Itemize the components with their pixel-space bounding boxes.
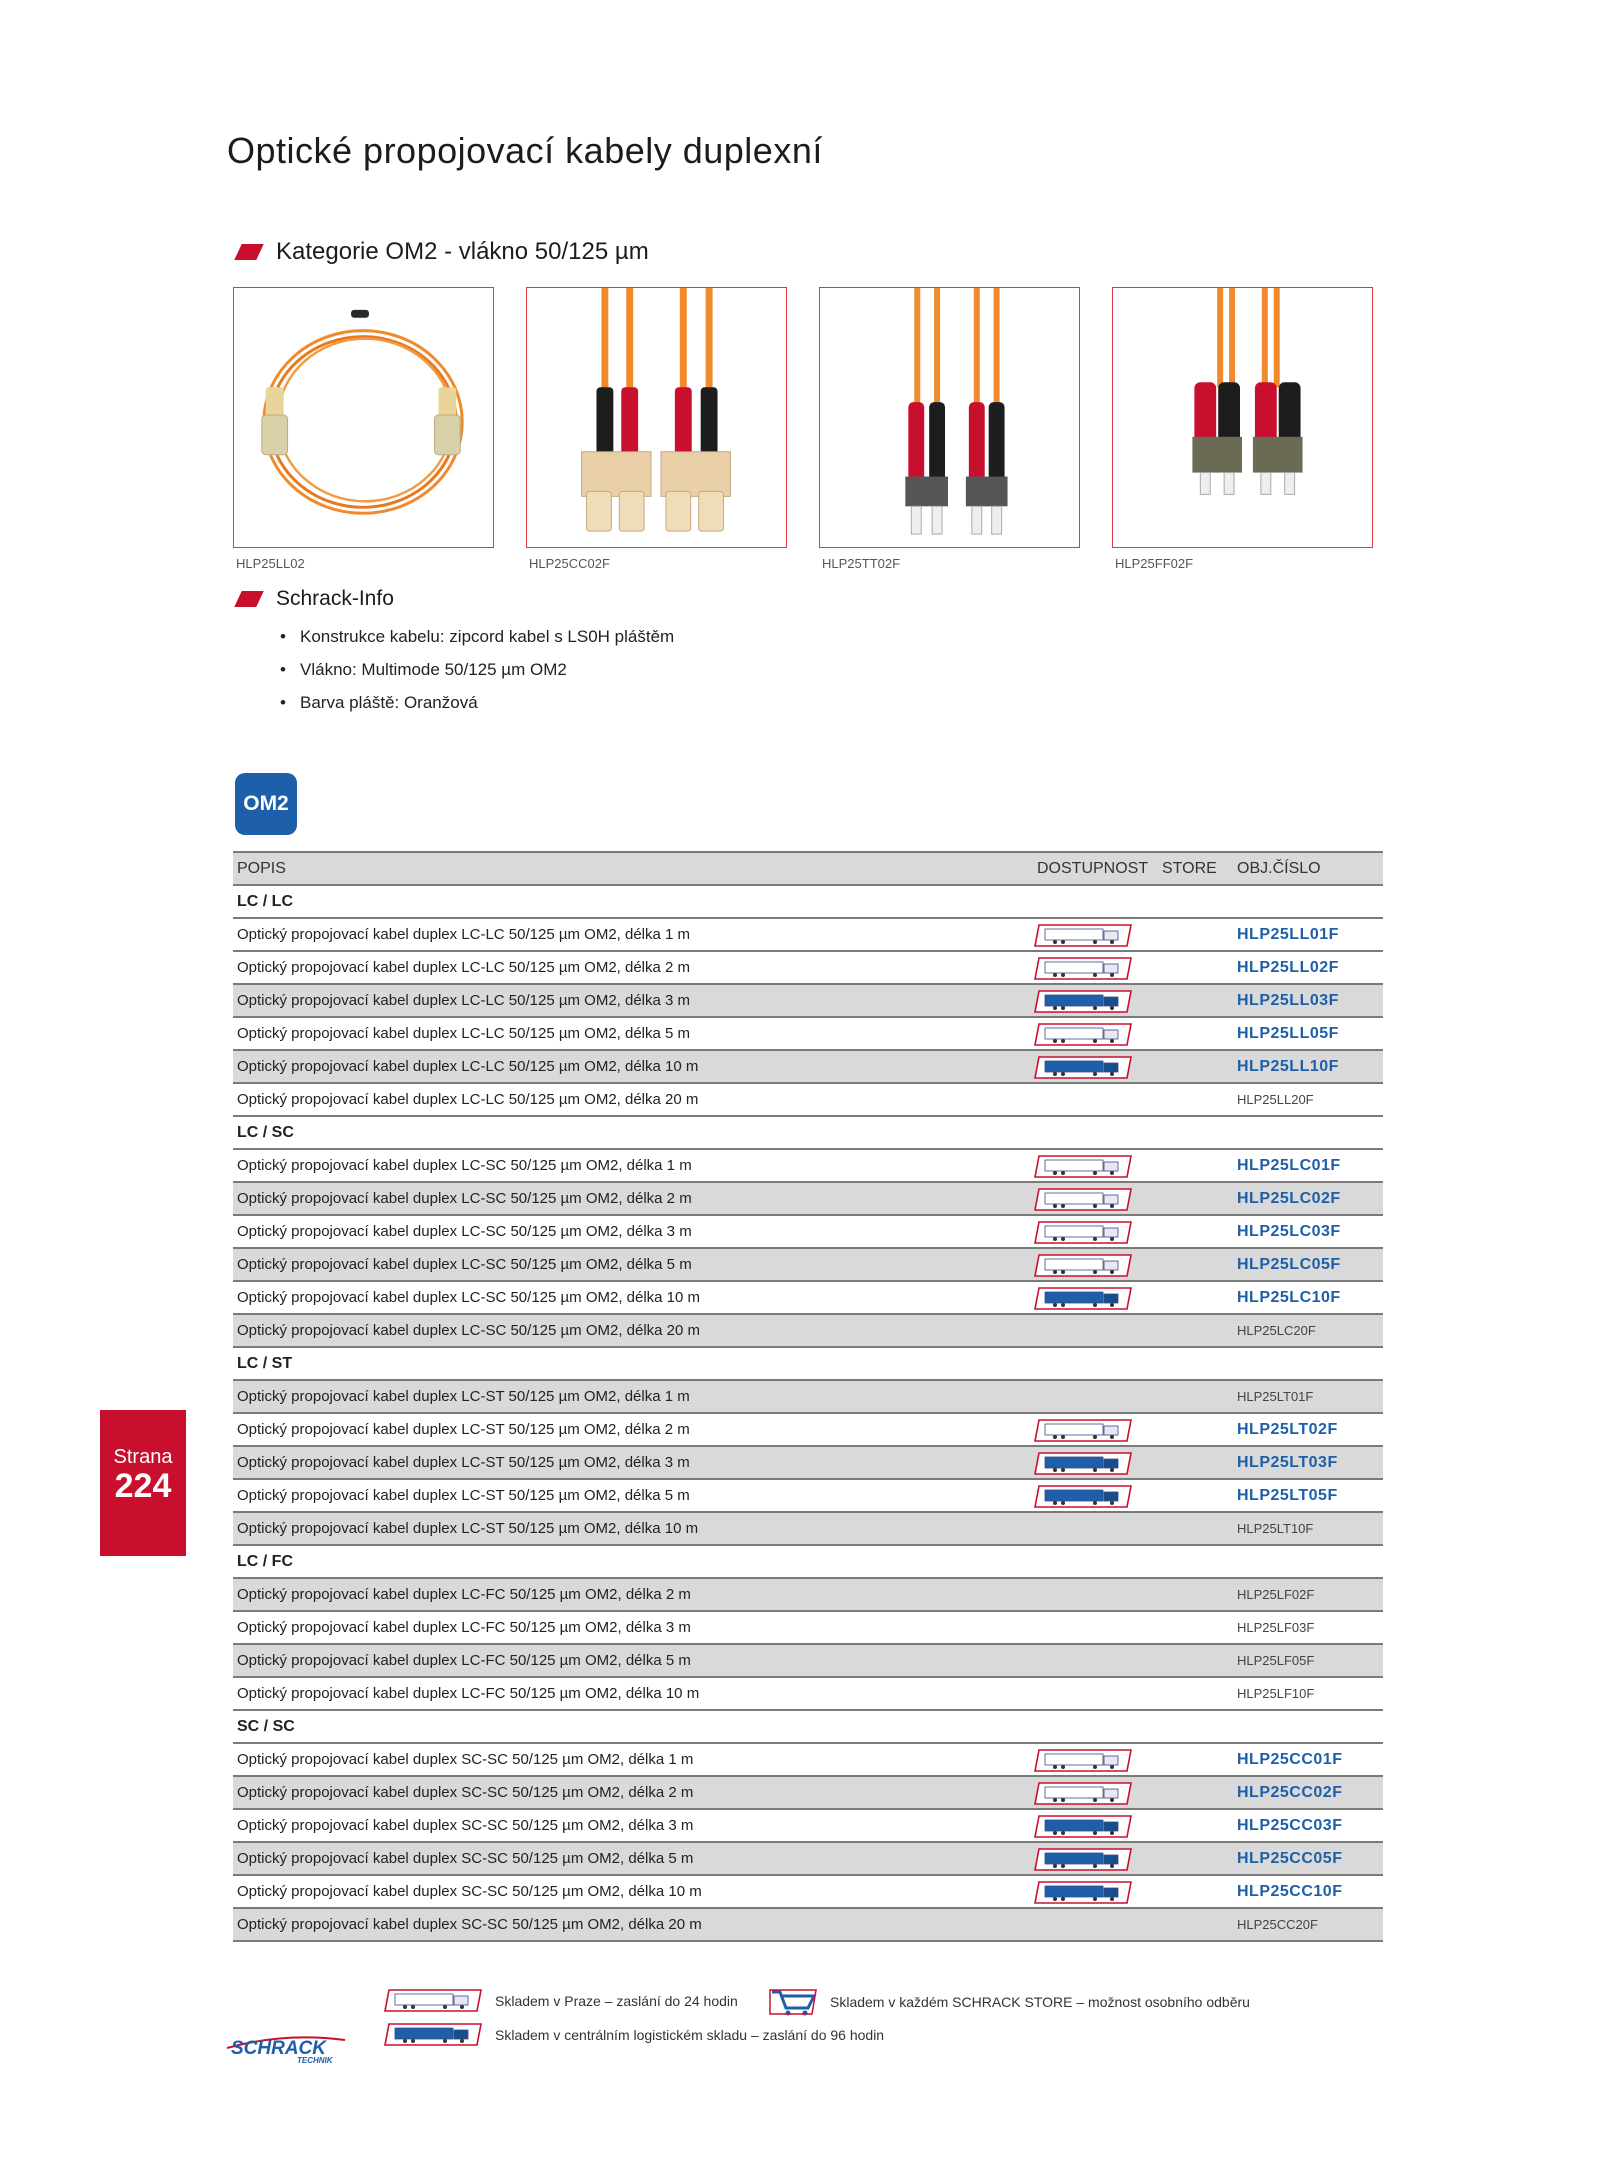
header-store: STORE	[1162, 860, 1217, 877]
row-order-code: HLP25LL20F	[1237, 1092, 1314, 1107]
table-group-row	[233, 885, 1383, 918]
photo-sc-connectors	[526, 287, 787, 548]
group-label: SC / SC	[237, 1718, 295, 1735]
row-description: Optický propojovací kabel duplex LC-LC 50/125 µm OM2, délka 5 m	[237, 1025, 691, 1042]
row-order-code: HLP25LF03F	[1237, 1620, 1315, 1635]
photo-caption: HLP25CC02F	[529, 556, 610, 571]
table-row	[233, 1842, 1383, 1875]
row-availability	[1033, 1083, 1158, 1116]
row-order-code[interactable]: HLP25LL03F	[1237, 992, 1339, 1009]
row-order-code[interactable]: HLP25LC05F	[1237, 1256, 1341, 1273]
row-availability	[1033, 1446, 1158, 1479]
row-store	[1158, 1413, 1233, 1446]
page-label: Strana	[113, 1446, 173, 1468]
group-label: LC / SC	[237, 1124, 294, 1141]
table-row	[233, 951, 1383, 984]
row-availability	[1033, 1875, 1158, 1908]
truck-blue-icon	[1033, 1484, 1133, 1509]
section-heading-info	[238, 587, 394, 611]
row-order-code[interactable]: HLP25CC05F	[1237, 1850, 1343, 1867]
row-order-code: HLP25LF02F	[1237, 1587, 1315, 1602]
om2-badge: OM2	[235, 773, 297, 835]
row-availability	[1033, 1380, 1158, 1413]
row-availability	[1033, 1644, 1158, 1677]
table-group-row	[233, 1710, 1383, 1743]
info-item: • Konstrukce kabelu: zipcord kabel s LS0H pláštěm	[280, 620, 674, 653]
row-store	[1158, 1050, 1233, 1083]
group-label: LC / FC	[237, 1553, 293, 1570]
row-store	[1158, 1842, 1233, 1875]
row-description: Optický propojovací kabel duplex SC-SC 50/125 µm OM2, délka 5 m	[237, 1850, 694, 1867]
header-cislo: OBJ.ČÍSLO	[1237, 860, 1321, 877]
table-row	[233, 1446, 1383, 1479]
row-order-code[interactable]: HLP25LL05F	[1237, 1025, 1339, 1042]
row-order-code[interactable]: HLP25CC10F	[1237, 1883, 1343, 1900]
row-description: Optický propojovací kabel duplex LC-LC 50/125 µm OM2, délka 20 m	[237, 1091, 699, 1108]
row-store	[1158, 1908, 1233, 1941]
header-dostupnost: DOSTUPNOST	[1037, 860, 1149, 877]
row-store	[1158, 1017, 1233, 1050]
row-description: Optický propojovací kabel duplex LC-SC 50/125 µm OM2, délka 2 m	[237, 1190, 692, 1207]
table-row	[233, 1413, 1383, 1446]
row-order-code[interactable]: HLP25CC03F	[1237, 1817, 1343, 1834]
table-row	[233, 1017, 1383, 1050]
table-body	[233, 885, 1383, 1941]
table-row	[233, 1776, 1383, 1809]
table-row	[233, 1743, 1383, 1776]
photo-lc-coil	[233, 287, 494, 548]
row-description: Optický propojovací kabel duplex LC-FC 50/125 µm OM2, délka 5 m	[237, 1652, 691, 1669]
row-order-code[interactable]: HLP25LL01F	[1237, 926, 1339, 943]
row-availability	[1033, 1248, 1158, 1281]
truck-white-icon	[1033, 1022, 1133, 1047]
row-order-code: HLP25LT01F	[1237, 1389, 1314, 1404]
row-availability	[1033, 1512, 1158, 1545]
truck-white-icon	[1033, 1781, 1133, 1806]
truck-white-icon	[1033, 1187, 1133, 1212]
row-store	[1158, 984, 1233, 1017]
row-order-code[interactable]: HLP25LC01F	[1237, 1157, 1341, 1174]
row-availability	[1033, 1149, 1158, 1182]
table-row	[233, 1182, 1383, 1215]
row-store	[1158, 1314, 1233, 1347]
row-description: Optický propojovací kabel duplex LC-FC 50/125 µm OM2, délka 3 m	[237, 1619, 691, 1636]
table-group-row	[233, 1347, 1383, 1380]
row-description: Optický propojovací kabel duplex SC-SC 50/125 µm OM2, délka 3 m	[237, 1817, 694, 1834]
row-store	[1158, 1248, 1233, 1281]
row-store	[1158, 1809, 1233, 1842]
row-store	[1158, 1215, 1233, 1248]
row-availability	[1033, 1017, 1158, 1050]
table-group-row	[233, 1545, 1383, 1578]
row-order-code[interactable]: HLP25CC02F	[1237, 1784, 1343, 1801]
table-row	[233, 1479, 1383, 1512]
row-order-code[interactable]: HLP25CC01F	[1237, 1751, 1343, 1768]
group-label: LC / LC	[237, 893, 293, 910]
truck-white-icon	[1033, 1220, 1133, 1245]
row-description: Optický propojovací kabel duplex LC-SC 50/125 µm OM2, délka 5 m	[237, 1256, 692, 1273]
photo-st-connectors	[819, 287, 1080, 548]
row-description: Optický propojovací kabel duplex LC-LC 50/125 µm OM2, délka 10 m	[237, 1058, 699, 1075]
table-row	[233, 1875, 1383, 1908]
table-row	[233, 1083, 1383, 1116]
table-row	[233, 1314, 1383, 1347]
truck-blue-icon	[383, 2022, 483, 2047]
row-store	[1158, 951, 1233, 984]
row-description: Optický propojovací kabel duplex LC-LC 50/125 µm OM2, délka 1 m	[237, 926, 691, 943]
truck-white-icon	[1033, 923, 1133, 948]
legend-praha	[383, 1988, 738, 2013]
legend-store	[768, 1988, 1250, 2016]
sc-connectors-icon	[527, 288, 786, 547]
row-description: Optický propojovací kabel duplex LC-SC 50/125 µm OM2, délka 3 m	[237, 1223, 692, 1240]
row-availability	[1033, 1776, 1158, 1809]
row-store	[1158, 1380, 1233, 1413]
legend-central-text: Skladem v centrálním logistickém skladu – zaslání do 96 hodin	[495, 2026, 885, 2043]
table-row	[233, 1380, 1383, 1413]
photo-caption: HLP25FF02F	[1115, 556, 1194, 571]
row-availability	[1033, 1215, 1158, 1248]
row-availability	[1033, 1611, 1158, 1644]
info-title: Schrack-Info	[276, 587, 394, 610]
row-order-code[interactable]: HLP25LT03F	[1237, 1454, 1338, 1471]
logo-sub: TECHNIK	[297, 2056, 333, 2064]
schrack-logo	[225, 2030, 347, 2064]
row-order-code: HLP25LT10F	[1237, 1521, 1314, 1536]
row-order-code: HLP25LF05F	[1237, 1653, 1315, 1668]
row-availability	[1033, 1908, 1158, 1941]
row-description: Optický propojovací kabel duplex LC-SC 50/125 µm OM2, délka 20 m	[237, 1322, 701, 1339]
table-header-row	[233, 852, 1383, 885]
row-store	[1158, 918, 1233, 951]
row-availability	[1033, 1314, 1158, 1347]
table-row	[233, 1050, 1383, 1083]
row-order-code[interactable]: HLP25LC10F	[1237, 1289, 1341, 1306]
truck-blue-icon	[1033, 1814, 1133, 1839]
row-description: Optický propojovací kabel duplex LC-FC 50/125 µm OM2, délka 10 m	[237, 1685, 700, 1702]
row-store	[1158, 1875, 1233, 1908]
row-description: Optický propojovací kabel duplex LC-ST 50/125 µm OM2, délka 5 m	[237, 1487, 690, 1504]
product-table	[233, 851, 1383, 1942]
truck-blue-icon	[1033, 989, 1133, 1014]
truck-blue-icon	[1033, 1880, 1133, 1905]
table-row	[233, 984, 1383, 1017]
row-description: Optický propojovací kabel duplex SC-SC 50/125 µm OM2, délka 20 m	[237, 1916, 702, 1933]
row-availability	[1033, 1182, 1158, 1215]
table-row	[233, 918, 1383, 951]
row-order-code: HLP25CC20F	[1237, 1917, 1318, 1932]
truck-white-icon	[1033, 1154, 1133, 1179]
row-store	[1158, 1611, 1233, 1644]
row-availability	[1033, 1050, 1158, 1083]
row-store	[1158, 1281, 1233, 1314]
lc-coil-icon	[234, 288, 493, 547]
truck-blue-icon	[1033, 1055, 1133, 1080]
group-label: LC / ST	[237, 1355, 293, 1372]
row-description: Optický propojovací kabel duplex LC-FC 50/125 µm OM2, délka 2 m	[237, 1586, 691, 1603]
row-description: Optický propojovací kabel duplex SC-SC 50/125 µm OM2, délka 2 m	[237, 1784, 694, 1801]
row-store	[1158, 1677, 1233, 1710]
section-title: Kategorie OM2 - vlákno 50/125 µm	[276, 238, 649, 265]
row-availability	[1033, 1677, 1158, 1710]
row-order-code[interactable]: HLP25LT02F	[1237, 1421, 1338, 1438]
red-marker-icon	[234, 244, 263, 260]
truck-white-icon	[1033, 1748, 1133, 1773]
row-order-code: HLP25LC20F	[1237, 1323, 1316, 1338]
row-availability	[1033, 951, 1158, 984]
row-description: Optický propojovací kabel duplex LC-ST 50/125 µm OM2, délka 10 m	[237, 1520, 699, 1537]
row-description: Optický propojovací kabel duplex LC-ST 50/125 µm OM2, délka 2 m	[237, 1421, 690, 1438]
truck-white-icon	[1033, 1418, 1133, 1443]
row-order-code[interactable]: HLP25LC03F	[1237, 1223, 1341, 1240]
section-heading-om2	[238, 238, 649, 266]
row-order-code: HLP25LF10F	[1237, 1686, 1315, 1701]
row-description: Optický propojovací kabel duplex LC-SC 50/125 µm OM2, délka 1 m	[237, 1157, 692, 1174]
info-item: • Vlákno: Multimode 50/125 µm OM2	[280, 653, 674, 686]
row-availability	[1033, 1809, 1158, 1842]
header-popis: POPIS	[237, 860, 286, 877]
row-description: Optický propojovací kabel duplex LC-ST 50/125 µm OM2, délka 1 m	[237, 1388, 690, 1405]
row-store	[1158, 1479, 1233, 1512]
row-description: Optický propojovací kabel duplex SC-SC 50/125 µm OM2, délka 10 m	[237, 1883, 702, 1900]
fc-connectors-icon	[1113, 288, 1372, 547]
row-availability	[1033, 918, 1158, 951]
row-store	[1158, 1512, 1233, 1545]
red-marker-icon	[234, 591, 263, 607]
truck-blue-icon	[1033, 1847, 1133, 1872]
legend-praha-text: Skladem v Praze – zaslání do 24 hodin	[495, 1992, 738, 2009]
truck-white-icon	[1033, 1253, 1133, 1278]
table-row	[233, 1512, 1383, 1545]
row-availability	[1033, 1479, 1158, 1512]
row-store	[1158, 1149, 1233, 1182]
table-row	[233, 1215, 1383, 1248]
page-title: Optické propojovací kabely duplexní	[227, 130, 823, 171]
row-availability	[1033, 1281, 1158, 1314]
row-order-code[interactable]: HLP25LT05F	[1237, 1487, 1338, 1504]
table-row	[233, 1281, 1383, 1314]
row-store	[1158, 1083, 1233, 1116]
table-row	[233, 1149, 1383, 1182]
cart-icon	[768, 1988, 818, 2016]
row-description: Optický propojovací kabel duplex LC-ST 50/125 µm OM2, délka 3 m	[237, 1454, 690, 1471]
logo-name: SCHRACK	[231, 2038, 326, 2059]
row-availability	[1033, 1413, 1158, 1446]
table-row	[233, 1611, 1383, 1644]
truck-white-icon	[1033, 956, 1133, 981]
row-description: Optický propojovací kabel duplex LC-LC 50/125 µm OM2, délka 3 m	[237, 992, 691, 1009]
legend-store-text: Skladem v každém SCHRACK STORE – možnost osobního odběru	[830, 1994, 1250, 2010]
row-availability	[1033, 1743, 1158, 1776]
table-row	[233, 1248, 1383, 1281]
row-store	[1158, 1578, 1233, 1611]
row-store	[1158, 1743, 1233, 1776]
row-availability	[1033, 1578, 1158, 1611]
photo-fc-connectors	[1112, 287, 1373, 548]
truck-blue-icon	[1033, 1451, 1133, 1476]
row-store	[1158, 1776, 1233, 1809]
page-number-tab	[100, 1410, 186, 1556]
row-store	[1158, 1644, 1233, 1677]
table-row	[233, 1677, 1383, 1710]
table-row	[233, 1809, 1383, 1842]
table-group-row	[233, 1116, 1383, 1149]
st-connectors-icon	[820, 288, 1079, 547]
row-order-code[interactable]: HLP25LL02F	[1237, 959, 1339, 976]
info-list	[280, 620, 674, 719]
table-row	[233, 1908, 1383, 1941]
row-order-code[interactable]: HLP25LC02F	[1237, 1190, 1341, 1207]
row-availability	[1033, 1842, 1158, 1875]
info-item: • Barva pláště: Oranžová	[280, 686, 674, 719]
photo-caption: HLP25LL02	[236, 556, 305, 571]
photo-caption: HLP25TT02F	[822, 556, 901, 571]
row-store	[1158, 1182, 1233, 1215]
row-order-code[interactable]: HLP25LL10F	[1237, 1058, 1339, 1075]
table-row	[233, 1644, 1383, 1677]
row-description: Optický propojovací kabel duplex LC-LC 50/125 µm OM2, délka 2 m	[237, 959, 691, 976]
row-availability	[1033, 984, 1158, 1017]
row-description: Optický propojovací kabel duplex SC-SC 50/125 µm OM2, délka 1 m	[237, 1751, 694, 1768]
legend-central	[383, 2022, 884, 2047]
page-number: 224	[114, 1467, 172, 1505]
truck-blue-icon	[1033, 1286, 1133, 1311]
truck-white-icon	[383, 1988, 483, 2013]
row-store	[1158, 1446, 1233, 1479]
table-row	[233, 1578, 1383, 1611]
row-description: Optický propojovací kabel duplex LC-SC 50/125 µm OM2, délka 10 m	[237, 1289, 701, 1306]
